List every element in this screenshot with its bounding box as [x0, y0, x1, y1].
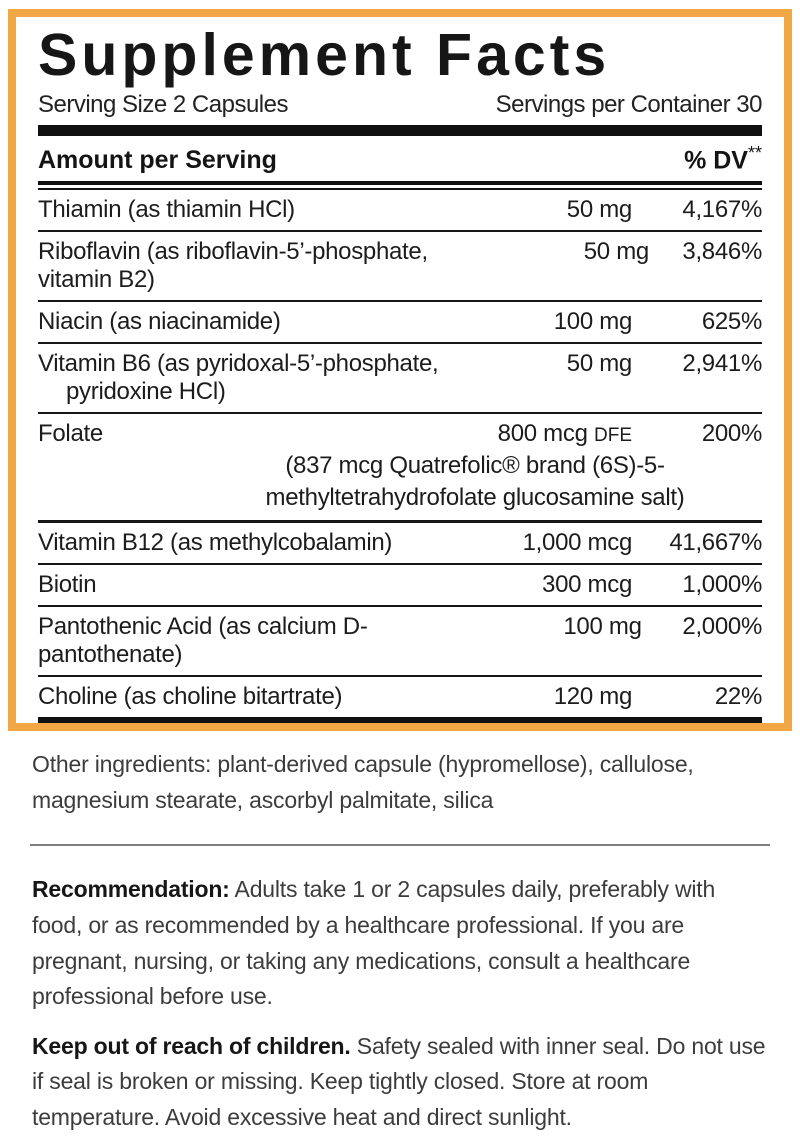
nutrient-dv: 625%	[701, 308, 762, 336]
nutrient-name: Niacin (as niacinamide)	[38, 308, 281, 336]
table-row	[38, 414, 762, 448]
table-row	[38, 344, 762, 414]
table-row	[38, 523, 762, 565]
serving-info-row	[38, 89, 762, 125]
nutrient-name: Vitamin B6 (as pyridoxal-5’-phosphate, pyridoxine HCl)	[38, 350, 467, 406]
caution-label: Keep out of reach of children.	[32, 1032, 351, 1059]
percent-dv-label: % DV**	[684, 142, 762, 175]
serving-size: Serving Size 2 Capsules	[38, 90, 288, 118]
recommendation-label: Recommendation:	[32, 876, 230, 903]
nutrient-amount: 100 mg	[563, 613, 642, 641]
nutrient-name: Thiamin (as thiamin HCl)	[38, 196, 295, 224]
nutrient-amount: 50 mg	[566, 196, 632, 224]
recommendation-text: Recommendation: Adults take 1 or 2 capsules daily, preferably with food, or as recommended by a healthcare professional. If you are pregnant, nursing, or taking any medications, consult a healthcare professional before use.	[32, 876, 716, 1010]
nutrient-name: Vitamin B12 (as methylcobalamin)	[38, 529, 393, 557]
nutrient-amount: 300 mcg	[542, 571, 632, 599]
nutrient-name: Biotin	[38, 571, 97, 599]
dfe-unit: DFE	[594, 425, 632, 447]
table-row	[38, 190, 762, 232]
nutrient-dv: 41,667%	[669, 529, 762, 557]
nutrient-name: Riboflavin (as riboflavin-5’-phosphate, vitamin B2)	[38, 238, 428, 294]
thick-divider-mid	[38, 717, 762, 726]
section-divider	[30, 844, 770, 846]
table-row-folate	[38, 414, 762, 523]
nutrient-name-line2: pyridoxine HCl)	[66, 378, 226, 406]
nutrient-name: Folate	[38, 420, 103, 448]
nutrient-amount: 100 mg	[553, 308, 632, 336]
nutrient-dv: 22%	[714, 683, 762, 711]
other-ingredients-text: Other ingredients: plant-derived capsule (hypromellose), callulose, magnesium stearate, ascorbyl palmitate, silica	[32, 751, 694, 813]
table-row	[38, 677, 762, 717]
nutrient-dv: 2,941%	[682, 350, 762, 378]
nutrient-dv: 1,000%	[682, 571, 762, 599]
nutrient-amount: 50 mg	[583, 238, 649, 266]
table-row	[38, 607, 762, 677]
nutrient-name: Choline (as choline bitartrate)	[38, 683, 343, 711]
nutrient-dv: 2,000%	[682, 613, 762, 641]
thick-divider-top	[38, 125, 762, 136]
nutrient-amount: 800 mcg DFE	[497, 420, 632, 448]
nutrient-amount: 1,000 mcg	[522, 529, 632, 557]
dv-asterisks: **	[747, 142, 762, 163]
table-header-row	[38, 136, 762, 181]
table-row	[38, 302, 762, 344]
table-row	[38, 565, 762, 607]
table-row	[38, 232, 762, 302]
nutrient-amount: 50 mg	[566, 350, 632, 378]
supplement-facts-panel	[8, 9, 792, 731]
header-double-rule	[38, 181, 762, 190]
servings-per-container: Servings per Container 30	[495, 90, 762, 118]
amount-per-serving-label: Amount per Serving	[38, 146, 277, 175]
nutrient-dv: 200%	[701, 420, 762, 448]
table-row	[38, 726, 762, 731]
panel-title: Supplement Facts	[38, 22, 611, 88]
nutrient-name: Pantothenic Acid (as calcium D-pantothenate)	[38, 613, 368, 669]
caution-text: Keep out of reach of children. Safety sealed with inner seal. Do not use if seal is broken or missing. Keep tightly closed. Store at room temperature. Avoid excessive heat and direct sunlight.	[32, 1032, 766, 1131]
nutrient-dv: 3,846%	[682, 238, 762, 266]
folate-source-line1: (837 mcg Quatrefolic® brand (6S)-5-	[285, 452, 665, 480]
folate-source-line2: methyltetrahydrofolate glucosamine salt)	[265, 484, 685, 512]
nutrient-dv: 4,167%	[682, 196, 762, 224]
nutrient-amount: 120 mg	[553, 683, 632, 711]
